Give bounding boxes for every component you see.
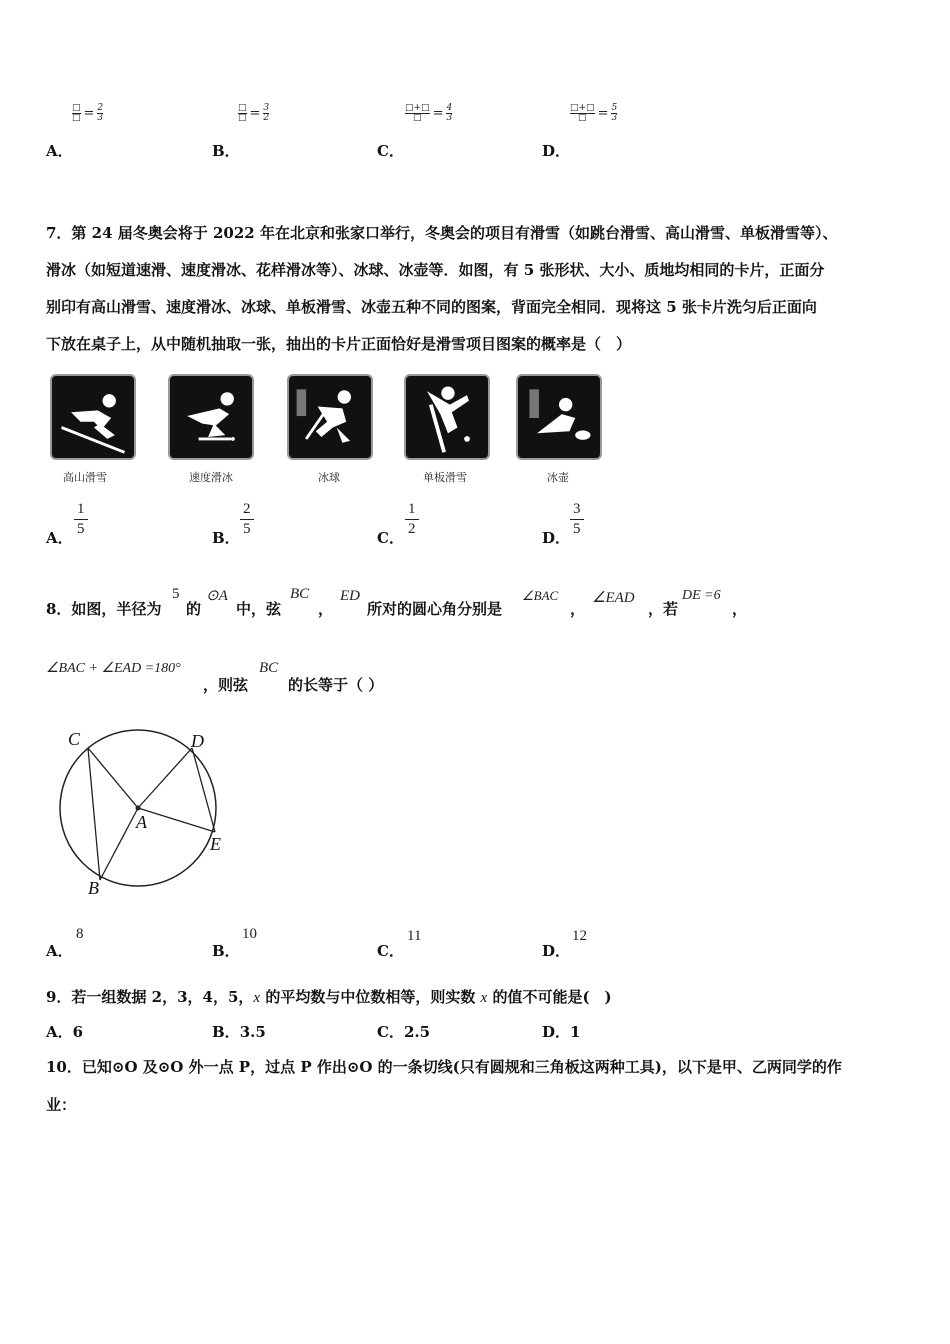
q7-option-c[interactable]: C． 1 2 bbox=[377, 500, 517, 550]
q8-text-7: ，若 bbox=[648, 600, 679, 618]
q8-de-value: DE =6 bbox=[682, 588, 721, 603]
q7-line-2: 滑冰（如短道速滑、速度滑冰、花样滑冰等）、冰球、冰壶等．如图，有 5 张形状、大小、质地均相同的卡片，正面分 bbox=[46, 261, 825, 279]
card-caption-snowboard: 单板滑雪 bbox=[423, 471, 467, 484]
q7-line-1: 7．第 24 届冬奥会将于 2022 年在北京和张家口举行，冬奥会的项目有滑雪（如跳台滑雪、高山滑雪、单板滑雪等）、 bbox=[46, 224, 838, 242]
q8-option-c[interactable]: C． 11 bbox=[377, 928, 422, 960]
q8-text-9: ，则弦 bbox=[203, 676, 249, 694]
q8-option-d[interactable]: D． 12 bbox=[542, 928, 587, 960]
point-c-label: C bbox=[68, 729, 81, 749]
q9-option-a[interactable]: A．6 bbox=[46, 1023, 84, 1041]
q7-option-a[interactable]: A． 1 5 bbox=[46, 500, 186, 550]
q9-var-x: x bbox=[253, 990, 261, 1006]
q8-text-3: 中，弦 bbox=[236, 600, 282, 618]
q8-text-2: 的 bbox=[186, 600, 202, 618]
card-caption-hockey: 冰球 bbox=[318, 471, 340, 484]
q8-text-8: ， bbox=[732, 600, 748, 618]
q8-condition: ∠BAC + ∠EAD =180° bbox=[46, 661, 181, 676]
curling-icon bbox=[516, 374, 602, 460]
q7-option-b[interactable]: B． 2 5 bbox=[212, 500, 352, 550]
q9-stem: 9．若一组数据 2，3，4，5，x 的平均数与中位数相等，则实数 x 的值不可能是( ) bbox=[46, 988, 612, 1006]
q8-angle-bac: ∠BAC bbox=[522, 588, 559, 603]
card-caption-curling: 冰壶 bbox=[547, 471, 569, 484]
point-d-label: D bbox=[191, 731, 204, 751]
q8-chord-ed: ED bbox=[340, 588, 360, 604]
q9-option-b[interactable]: B．3.5 bbox=[212, 1023, 266, 1041]
point-a-label: A bbox=[136, 812, 147, 832]
snowboard-icon bbox=[404, 374, 490, 460]
q7-option-d[interactable]: D． 3 5 bbox=[542, 500, 682, 550]
q9-var-x-2: x bbox=[480, 990, 488, 1006]
q8-text-6: ， bbox=[570, 600, 586, 618]
q7-line-4: 下放在桌子上，从中随机抽取一张，抽出的卡片正面恰好是滑雪项目图案的概率是（ ） bbox=[46, 335, 632, 353]
q8-radius: 5 bbox=[172, 586, 180, 602]
q9-option-c[interactable]: C．2.5 bbox=[377, 1023, 431, 1041]
point-b-label: B bbox=[88, 878, 99, 898]
q8-option-a[interactable]: A． 8 bbox=[46, 926, 84, 960]
point-e-label: E bbox=[210, 834, 221, 854]
speed-skating-icon bbox=[168, 374, 254, 460]
q8-text-1: 8．如图，半径为 bbox=[46, 600, 162, 618]
q8-text-4: ， bbox=[318, 600, 334, 618]
q8-chord-bc-2: BC bbox=[259, 660, 279, 676]
q10-line-2: 业： bbox=[46, 1096, 77, 1114]
card-caption-speed: 速度滑冰 bbox=[189, 471, 233, 484]
card-caption-alpine: 高山滑雪 bbox=[63, 471, 107, 484]
alpine-skiing-icon bbox=[50, 374, 136, 460]
q9-option-d[interactable]: D．1 bbox=[542, 1023, 581, 1041]
ice-hockey-icon bbox=[287, 374, 373, 460]
q8-text-10: 的长等于（ ） bbox=[288, 676, 384, 694]
q10-line-1: 10．已知⊙O 及⊙O 外一点 P，过点 P 作出⊙O 的一条切线(只有圆规和三角板这两种工具)，以下是甲、乙两同学的作 bbox=[46, 1058, 842, 1076]
q8-chord-bc: BC bbox=[290, 586, 310, 602]
q8-text-5: 所对的圆心角分别是 bbox=[367, 600, 503, 618]
q8-option-b[interactable]: B． 10 bbox=[212, 926, 257, 960]
q8-circle-a: ⊙A bbox=[206, 588, 228, 604]
q8-angle-ead: ∠EAD bbox=[592, 590, 635, 606]
q7-line-3: 别印有高山滑雪、速度滑冰、冰球、单板滑雪、冰壶五种不同的图案，背面完全相同．现将这 5 张卡片洗匀后正面向 bbox=[46, 298, 817, 316]
